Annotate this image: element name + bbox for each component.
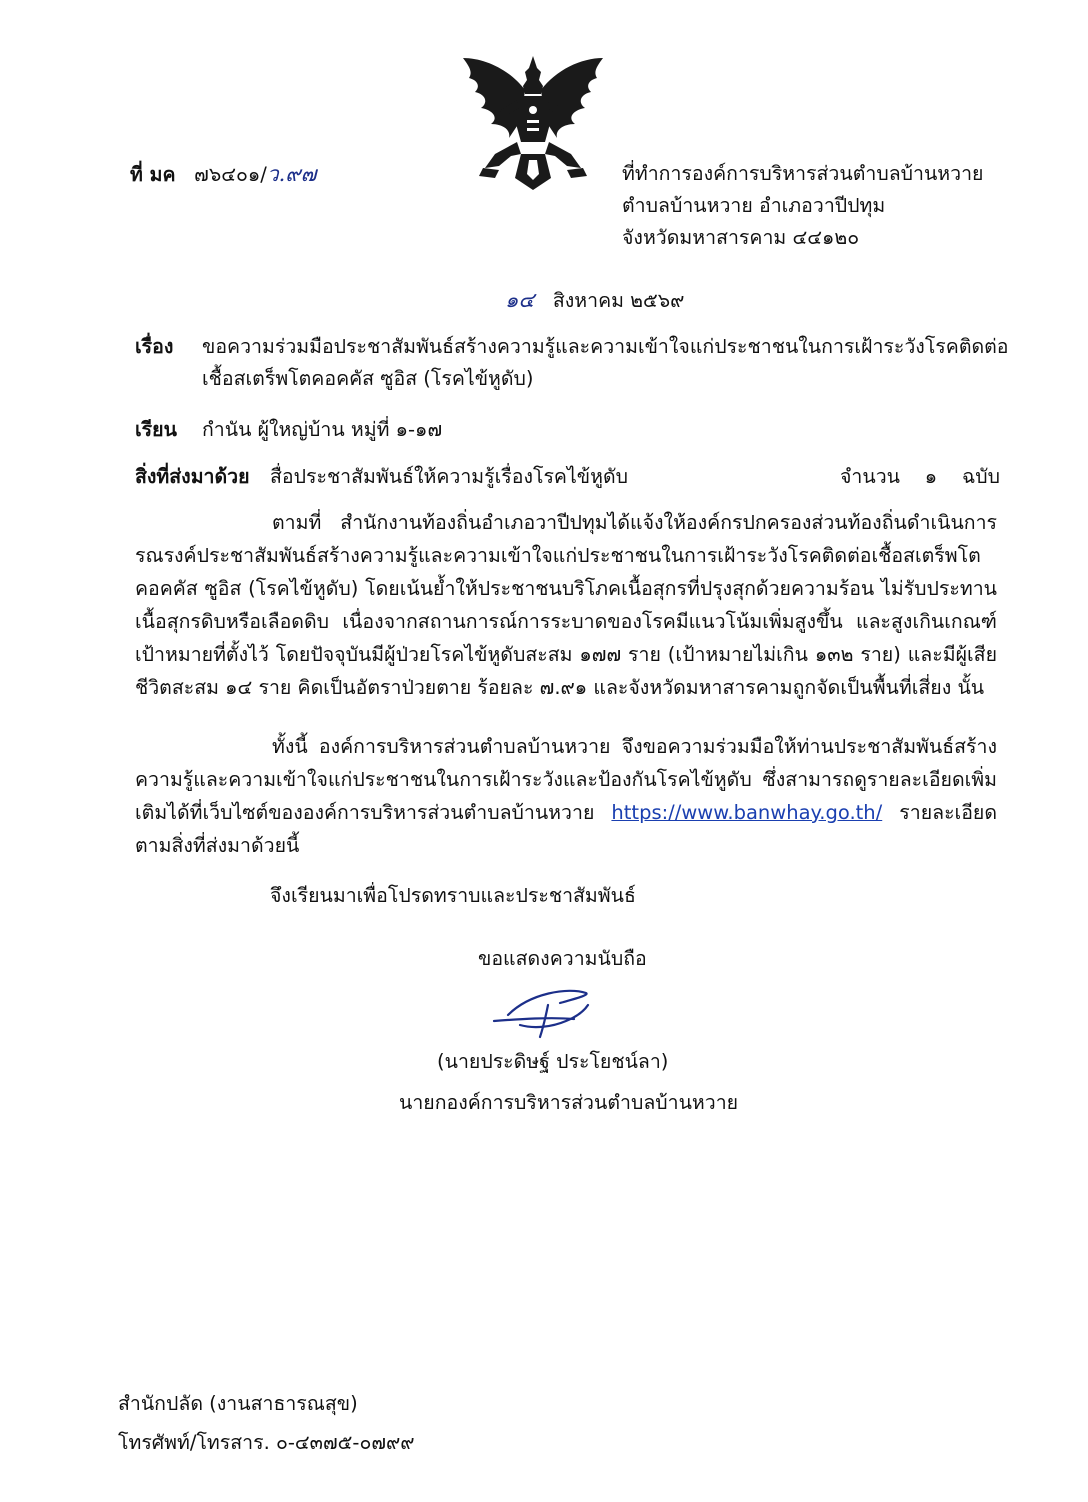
reference-number [130, 158, 316, 191]
footer-phone: โทรศัพท์/โทรสาร. ๐-๔๓๗๕-๐๗๙๙ [118, 1431, 415, 1454]
signatory-name: (นายประดิษฐ์ ประโยชน์ลา) [437, 1050, 669, 1073]
closing-request: จึงเรียนมาเพื่อโปรดทราบและประชาสัมพันธ์ [270, 884, 636, 907]
enclosure-count-value: ๑ [924, 465, 938, 488]
reference-handwritten-number: ว.๙๗ [266, 162, 317, 186]
office-address-line: ตำบลบ้านหวาย อำเภอวาปีปทุม [622, 194, 886, 217]
office-address-line: จังหวัดมหาสารคาม ๔๔๑๒๐ [622, 226, 860, 249]
enclosure-label: สิ่งที่ส่งมาด้วย [135, 465, 250, 488]
date-month-year: สิงหาคม ๒๕๖๙ [552, 289, 685, 312]
subject-text [202, 331, 1009, 395]
recipient-label: เรียน [135, 418, 177, 441]
reference-label: ที่ มค [130, 163, 176, 186]
body-paragraph-1: ตามที่ สำนักงานท้องถิ่นอำเภอวาปีปทุมได้แจ้งให้องค์กรปกครองส่วนท้องถิ่นดำเนินการรณรงค์ประชาสัมพันธ์สร้างความรู้และความเข้าใจแก่ประชาชนในการเฝ้าระวังโรคติดต่อเชื้อสเตร็พโตคอคคัส ซูอิส (โรคไข้หูดับ) โดยเน้นย้ำให้ประชาชนบริโภคเนื้อสุกรที่ปรุงสุกด้วยความร้อน ไม่รับประทานเนื้อสุกรดิบหรือเลือดดิบ เนื่องจากสถานการณ์การระบาดของโรคมีแนวโน้มเพิ่มสูงขึ้น และสูงเกินเกณฑ์เป้าหมายที่ตั้งไว้ โดยปัจจุบันมีผู้ป่วยโรคไข้หูดับสะสม ๑๗๗ ราย (เป้าหมายไม่เกิน ๑๓๒ ราย) และมีผู้เสียชีวิตสะสม ๑๔ ราย คิดเป็นอัตราป่วยตาย ร้อยละ ๗.๙๑ และจังหวัดมหาสารคามถูกจัดเป็นพื้นที่เสี่ยง นั้น [135, 511, 997, 699]
enclosure-count-unit: ฉบับ [961, 465, 1001, 488]
paragraph-2-text: ทั้งนี้ องค์การบริหารส่วนตำบลบ้านหวาย จึงขอความร่วมมือให้ท่านประชาสัมพันธ์สร้างความรู้และความเข้าใจแก่ประชาชนในการเฝ้าระวังและป้องกันโรคไข้หูดับ ซึ่งสามารถดูรายละเอียดเพิ่มเติมได้ที่เว็บไซต์ขององค์การบริหารส่วนตำบลบ้านหวาย [135, 735, 997, 824]
enclosure-count-label: จำนวน [840, 465, 900, 488]
recipient-text: กำนัน ผู้ใหญ่บ้าน หมู่ที่ ๑-๑๗ [202, 418, 443, 441]
signatory-position: นายกองค์การบริหารส่วนตำบลบ้านหวาย [399, 1091, 739, 1114]
garuda-emblem-icon [455, 50, 611, 192]
reference-code: ๗๖๔๐๑/ [194, 163, 267, 186]
closing-salutation: ขอแสดงความนับถือ [478, 947, 647, 970]
handwritten-signature [490, 985, 610, 1045]
enclosure-text: สื่อประชาสัมพันธ์ให้ความรู้เรื่องโรคไข้หูดับ [270, 465, 629, 488]
subject-label: เรื่อง [135, 335, 174, 358]
date-day-handwritten: ๑๔ [505, 288, 535, 312]
body-paragraph-2 [135, 730, 997, 862]
office-address-line: ที่ทำการองค์การบริหารส่วนตำบลบ้านหวาย [622, 162, 984, 185]
subject-line: ขอความร่วมมือประชาสัมพันธ์สร้างความรู้และความเข้าใจแก่ประชาชนในการเฝ้าระวังโรคติดต่อ [202, 335, 1009, 358]
paragraph-2-text-end: รายละเอียดตามสิ่งที่ส่งมาด้วยนี้ [135, 801, 998, 857]
letter-date [505, 284, 684, 317]
enclosure-count [840, 461, 1000, 492]
website-link[interactable]: https://www.banwhay.go.th/ [611, 801, 883, 824]
footer-department: สำนักปลัด (งานสาธารณสุข) [118, 1392, 358, 1415]
office-address [622, 158, 983, 254]
subject-line: เชื้อสเตร็พโตคอคคัส ซูอิส (โรคไข้หูดับ) [202, 367, 534, 390]
